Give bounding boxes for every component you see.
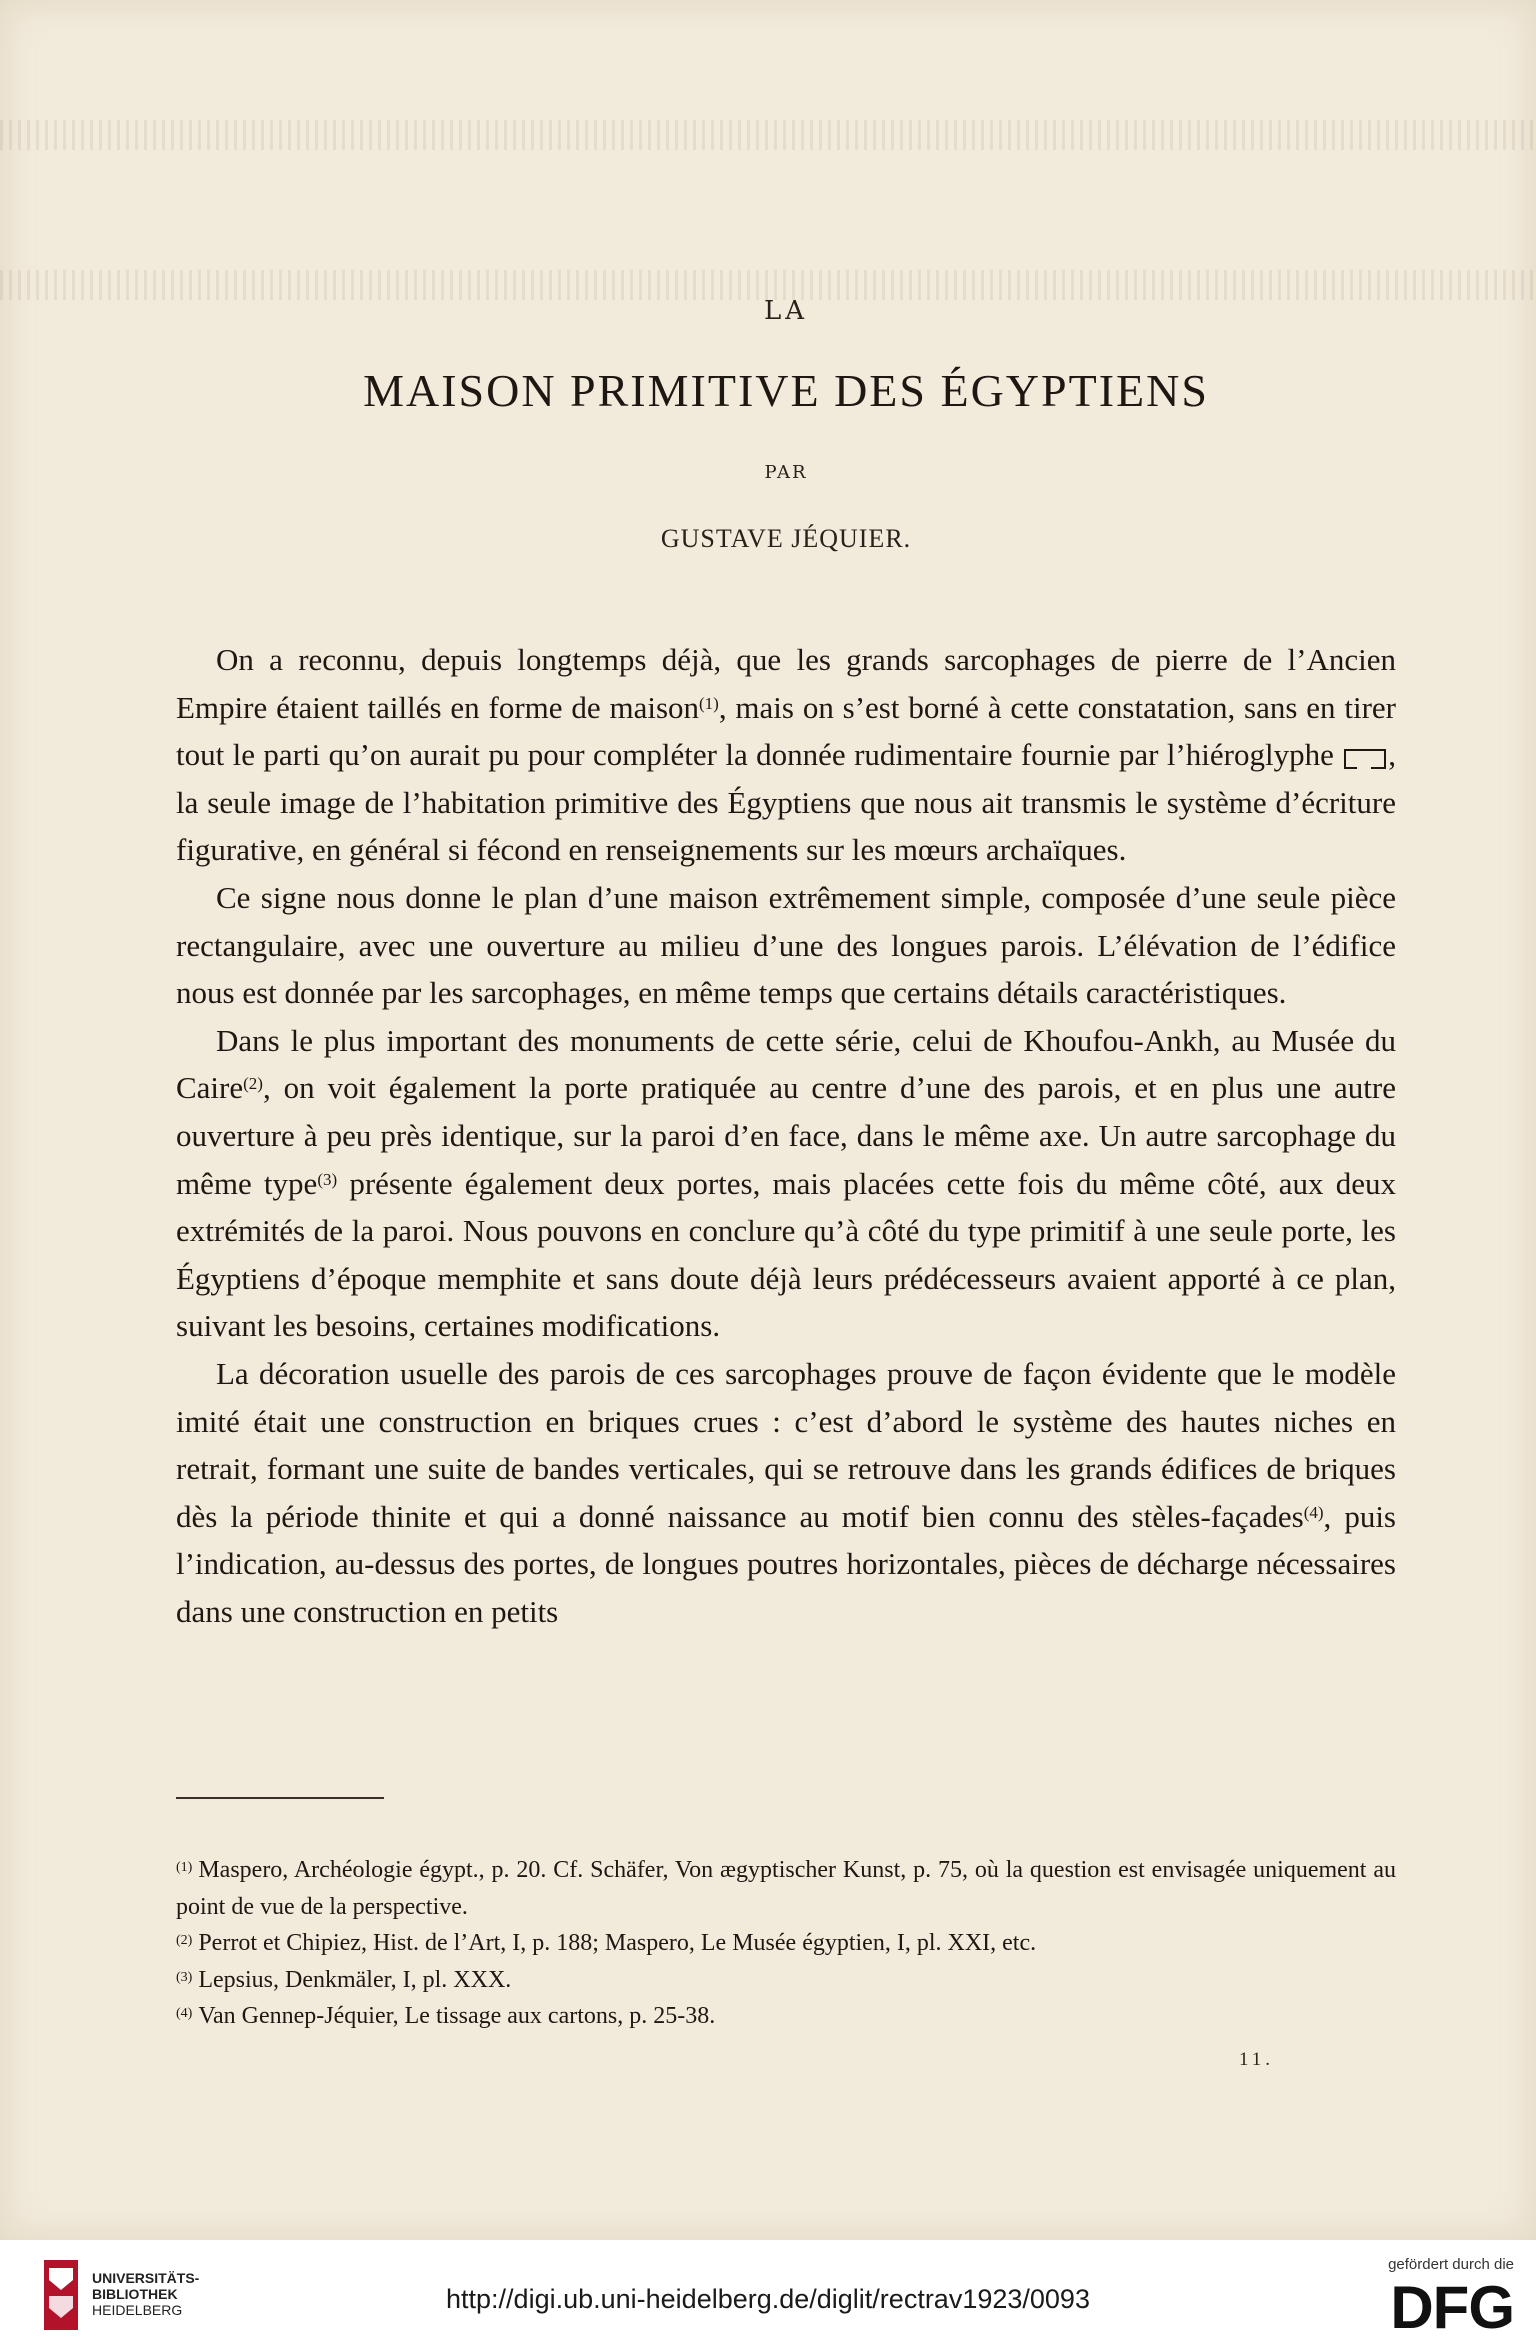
permalink-url[interactable]: http://digi.ub.uni-heidelberg.de/diglit/rectrav1923/0093	[446, 2284, 1090, 2314]
article-body	[176, 636, 1396, 1635]
footnote	[176, 1962, 1396, 1999]
bleed-through-text	[0, 120, 1536, 150]
dfg-logo[interactable]: DFG	[1390, 2274, 1514, 2341]
text-run: On a reconnu, depuis longtemps déjà, que les grands sarcophages de pierre de l’Ancien Empire étaient taillés en forme de maison	[176, 642, 1396, 725]
footnote-text: Van Gennep-Jéquier, Le tissage aux cartons, p. 25-38.	[198, 2003, 716, 2029]
footnote-ref[interactable]: (4)	[1303, 1502, 1324, 1522]
footnote	[176, 1998, 1396, 2035]
byline-par: PAR	[764, 462, 808, 483]
footnote-ref[interactable]: (3)	[317, 1169, 338, 1189]
footnotes	[176, 1852, 1396, 2035]
page-number: 11.	[1239, 2049, 1275, 2070]
author-name: GUSTAVE JÉQUIER.	[660, 524, 912, 553]
page-title: MAISON PRIMITIVE DES ÉGYPTIENS	[363, 365, 1209, 416]
digitization-footer	[0, 2240, 1536, 2349]
footnote-ref[interactable]: (1)	[699, 693, 719, 713]
footnote-divider	[176, 1797, 384, 1799]
library-name-line: BIBLIOTHEK	[92, 2286, 178, 2302]
funding-note: gefördert durch die	[1388, 2256, 1514, 2273]
paragraph	[176, 1017, 1396, 1350]
footnote	[176, 1852, 1396, 1925]
text-run: , mais on s’est borné à cette constatation, sans en tirer tout le parti qu’on aurait pu pour compléter la donnée rudimentaire fournie par l’hiéroglyphe	[176, 689, 1397, 773]
footnote-text: Maspero, Archéologie égypt., p. 20. Cf. Schäfer, Von ægyptischer Kunst, p. 75, où la question est envisagée uniquement au point de vue de la perspective.	[176, 1857, 1396, 1920]
text-run: présente également deux portes, mais placées cette fois du même côté, aux deux extrémités de la paroi. Nous pouvons en conclure qu’à côté du type primitif à une seule porte, les Égyptiens d’époque memphite et sans doute déjà leurs prédécesseurs avaient apporté à ce plan, suivant les besoins, certaines modifications.	[176, 1165, 1396, 1344]
footnote-number: (2)	[176, 1933, 193, 1948]
paragraph	[176, 1350, 1396, 1636]
text-run: , on voit également la porte pratiquée au centre d’une des parois, et en plus une autre ouverture à peu près identique, sur la paroi d’en face, dans le même axe. Un autre sarcophage du même type	[176, 1070, 1396, 1201]
paragraph	[176, 636, 1396, 874]
text-run: Dans le plus important des monuments de cette série, celui de Khoufou-Ankh, au Musée du Caire	[176, 1022, 1396, 1106]
title-kicker: LA	[763, 296, 809, 326]
footnote-number: (3)	[176, 1969, 193, 1985]
footnote-ref[interactable]: (2)	[243, 1074, 263, 1094]
footnote-text: Perrot et Chipiez, Hist. de l’Art, I, p. 188; Maspero, Le Musée égyptien, I, pl. XXI, etc.	[198, 1930, 1037, 1956]
house-plan-hieroglyph-icon	[1344, 749, 1386, 767]
text-run: , la seule image de l’habitation primitive des Égyptiens que nous ait transmis le système d’écriture figurative, en général si fécond en renseignements sur les mœurs archaïques.	[176, 737, 1396, 868]
library-name-line: HEIDELBERG	[92, 2302, 183, 2318]
footnote	[176, 1925, 1396, 1962]
text-run: , puis l’indication, au-dessus des portes, de longues poutres horizontales, pièces de décharge nécessaires dans une construction en petits	[176, 1498, 1396, 1629]
footnote-number: (1)	[176, 1860, 193, 1875]
footnote-number: (4)	[176, 2006, 193, 2021]
paragraph: Ce signe nous donne le plan d’une maison extrêmement simple, composée d’une seule pièce rectangulaire, avec une ouverture au milieu d’une des longues parois. L’élévation de l’édifice nous est donnée par les sarcophages, en même temps que certains détails caractéristiques.	[176, 879, 1396, 1011]
footnote-text: Lepsius, Denkmäler, I, pl. XXX.	[198, 1966, 512, 1993]
text-run: La décoration usuelle des parois de ces sarcophages prouve de façon évidente que le modèle imité était une construction en briques crues : c’est d’abord le système des hautes niches en retrait, formant une suite de bandes verticales, qui se retrouve dans les grands édifices de briques dès la période thinite et qui a donné naissance au motif bien connu des stèles-façades	[176, 1355, 1396, 1534]
library-name-line: UNIVERSITÄTS-	[92, 2270, 200, 2286]
